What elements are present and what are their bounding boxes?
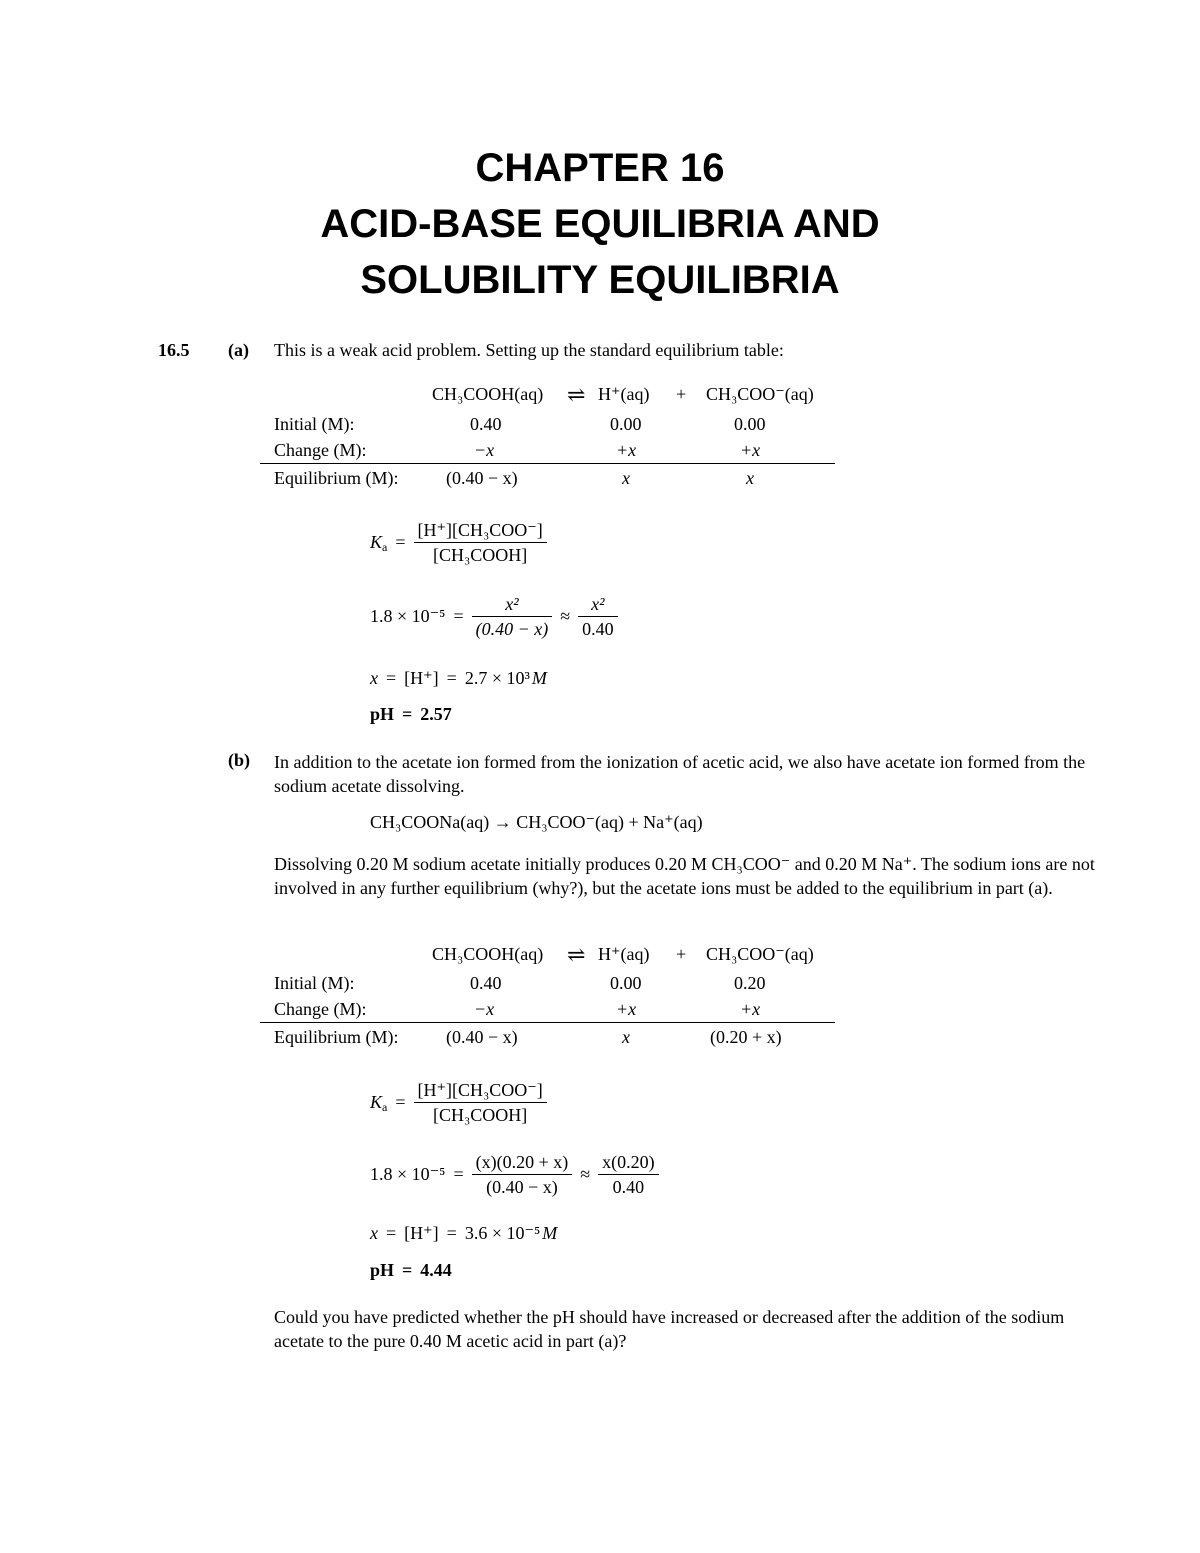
title-line-1: CHAPTER 16 [475,146,725,190]
equals: = [453,606,464,626]
cell: +x [616,440,637,460]
cell: (0.20 + x) [710,1027,782,1047]
cell: x [746,468,754,488]
ka-value-a [370,592,618,641]
row-label: Equilibrium (M): [274,1027,399,1047]
part-a-intro: This is a weak acid problem. Setting up the standard equilibrium table: [274,340,784,360]
part-b-explanation: Dissolving 0.20 M sodium acetate initially produces 0.20 M CH₃COO⁻ and 0.20 M Na⁺. The sodium ions are not involved in any further equilibrium (why?), but the acetate ions must be added to the equilibrium in part (a). [274,854,1095,898]
reaction-a-reactant: CH₃COOH(aq) [432,384,544,404]
fraction-approx: $\frac{\text{x²}}{0.40}$ [578,592,618,641]
reaction-b-arrow: ⇌ [567,942,586,967]
reaction-a-plus: + [676,384,687,404]
reaction-a-arrow: ⇌ [567,382,586,407]
cell: 0.20 [734,973,766,993]
cell: (0.40 − x) [446,1027,518,1047]
reaction-b-reactant: CH₃COOH(aq) [432,944,544,964]
ka-symbol: $K_a$ [370,1092,388,1114]
fraction: $\frac{\text{x²}}{(0.40 - x)}$ [472,592,553,641]
reaction-b-plus: + [676,944,687,964]
fraction: $\frac{\text{[H⁺][CH₃COO⁻]}}{\text{[CH₃COOH]}}$ [414,518,547,567]
equals: = [453,1164,464,1184]
row-label: Equilibrium (M): [274,468,399,488]
reaction-a-product2: CH₃COO⁻(aq) [706,384,814,404]
cell: 0.40 [470,414,502,434]
cell: 0.00 [610,973,642,993]
ph-result-a: pH = 2.57 [370,704,452,724]
table-row [260,414,835,440]
dissolve-equation: CH₃COONa(aq) → CH₃COO⁻(aq) + Na⁺(aq) [370,812,703,832]
ka-expression-b [370,1078,547,1127]
cell: 0.00 [610,414,642,434]
row-label: Initial (M): [274,414,355,434]
ice-table-a [260,414,835,494]
fraction-approx: $\frac{x(0.20)}{0.40}$ [598,1150,659,1199]
table-row [260,1027,835,1053]
ka-number: 1.8 × 10⁻⁵ [370,1164,446,1184]
row-label: Change (M): [274,999,367,1019]
ka-symbol: $K_a$ [370,532,388,554]
cell: −x [474,999,495,1019]
x-result-a: x = [H⁺] = 2.7 × 10³ M [370,668,547,688]
equals: = [395,1092,406,1112]
table-row [260,468,835,494]
part-b-intro: In addition to the acetate ion formed from the ionization of acetic acid, we also have acetate ion formed from the sodium acetate dissolving. [274,752,1086,796]
equals: = [395,532,406,552]
closing-question: Could you have predicted whether the pH should have increased or decreased after the addition of the sodium acetate to the pure 0.40 M acetic acid in part (a)? [274,1307,1065,1351]
cell: x [622,468,630,488]
table-rule-a [260,463,835,464]
row-label: Change (M): [274,440,367,460]
cell: +x [740,440,761,460]
cell: x [622,1027,630,1047]
ka-expression-a [370,518,547,567]
title-line-3: SOLUBILITY EQUILIBRIA [360,258,840,302]
cell: 0.00 [734,414,766,434]
cell: +x [740,999,761,1019]
reaction-b-product2: CH₃COO⁻(aq) [706,944,814,964]
approx: ≈ [560,606,571,626]
ph-result-b: pH = 4.44 [370,1260,452,1280]
fraction: $\frac{(x)(0.20 + x)}{(0.40 - x)}$ [472,1150,573,1199]
x-result-b: x = [H⁺] = 3.6 × 10⁻⁵ M [370,1223,558,1243]
cell: 0.40 [470,973,502,993]
cell: +x [616,999,637,1019]
table-row [260,973,835,999]
fraction: $\frac{\text{[H⁺][CH₃COO⁻]}}{\text{[CH₃COOH]}}$ [414,1078,547,1127]
row-label: Initial (M): [274,973,355,993]
problem-number: 16.5 [158,340,190,360]
table-rule-b [260,1022,835,1023]
ka-value-b [370,1150,659,1199]
cell: (0.40 − x) [446,468,518,488]
part-b-label: (b) [228,750,250,770]
part-a-label: (a) [228,340,249,360]
reaction-a-product1: H⁺(aq) [598,384,650,404]
ka-number: 1.8 × 10⁻⁵ [370,606,446,626]
title-line-2: ACID-BASE EQUILIBRIA AND [320,202,880,246]
cell: −x [474,440,495,460]
chapter-title [0,140,1200,308]
ice-table-b [260,973,835,1053]
reaction-b-product1: H⁺(aq) [598,944,650,964]
approx: ≈ [580,1164,591,1184]
